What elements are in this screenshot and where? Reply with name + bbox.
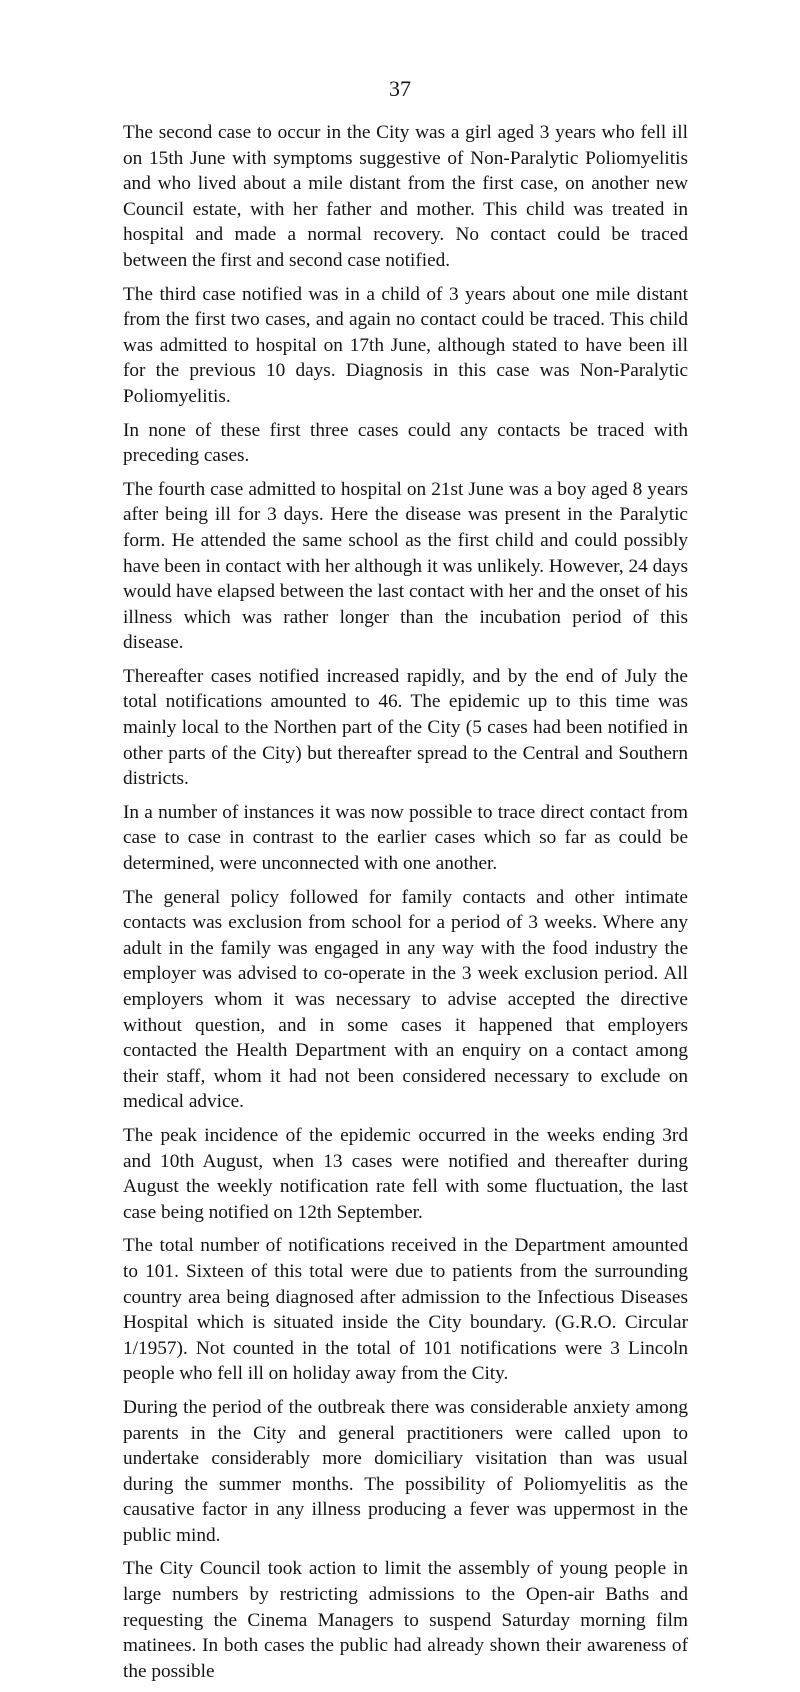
paragraph-rapid-increase: Thereafter cases notified increased rapidly, and by the end of July the total notifications amounted to 46. The epidemic up to this time was mainly local to the Northen part of the City (5 cases had been notified in other parts of the City) but thereafter spread to the Central and Southern districts.: [123, 665, 688, 790]
paragraph-fourth-case: The fourth case admitted to hospital on 21st June was a boy aged 8 years after being ill for 3 days. Here the disease was present in the Paralytic form. He attended the same school as the first child and could possibly have been in contact with her although it was unlikely. However, 24 days would have elapsed between the last contact with her and the onset of his illness which was rather longer than the incubation period of this disease.: [123, 478, 688, 654]
paragraph-second-case: The second case to occur in the City was a girl aged 3 years who fell ill on 15th June with symptoms suggestive of Non-Paralytic Poliomyelitis and who lived about a mile distant from the first case, on another new Council estate, with her father and mother. This child was treated in hospital and made a normal recovery. No contact could be traced between the first and second case notified.: [123, 122, 688, 271]
paragraph-third-case: The third case notified was in a child of 3 years about one mile distant from the first two cases, and again no contact could be traced. This child was admitted to hospital on 17th June, although stated to have been ill for the previous 10 days. Diagnosis in this case was Non-Paralytic Poliomyelitis.: [123, 283, 688, 407]
paragraph-exclusion-policy: The general policy followed for family contacts and other intimate contacts was exclusion from school for a period of 3 weeks. Where any adult in the family was engaged in any way with the food industry the employer was advised to co-operate in the 3 week exclusion period. All employers whom it was necessary to advise accepted the directive without question, and in some cases it happened that employers contacted the Health Department with an enquiry on a contact among their staff, whom it had not been considered necessary to exclude on medical advice.: [123, 886, 688, 1113]
paragraph-public-anxiety: During the period of the outbreak there was considerable anxiety among parents in the City and general practitioners were called upon to undertake considerably more domiciliary visitation than was usual during the summer months. The possibility of Poliomyelitis as the causative factor in any illness producing a fever was uppermost in the public mind.: [123, 1396, 688, 1546]
page-number: 37: [389, 76, 411, 101]
paragraph-direct-contact: In a number of instances it was now possible to trace direct contact from case to case in contrast to the earlier cases which so far as could be determined, were unconnected with one another.: [123, 801, 688, 875]
paragraph-total-notifications: The total number of notifications received in the Department amounted to 101. Sixteen of this total were due to patients from the surrounding country area being diagnosed after admission to the Infectious Diseases Hospital which is situated inside the City boundary. (G.R.O. Circular 1/1957). Not counted in the total of 101 notifications were 3 Lincoln people who fell ill on holiday away from the City.: [123, 1235, 688, 1385]
body-text: [123, 120, 688, 1692]
paragraph-peak-incidence: The peak incidence of the epidemic occurred in the weeks ending 3rd and 10th August, when 13 cases were notified and thereafter during August the weekly notification rate fell with some fluctuation, the last case being notified on 12th September.: [123, 1124, 688, 1223]
paragraph-no-contacts: In none of these first three cases could any contacts be traced with preceding cases.: [123, 419, 688, 467]
paragraph-council-action: The City Council took action to limit the assembly of young people in large numbers by restricting admissions to the Open-air Baths and requesting the Cinema Managers to suspend Saturday morning film matinees. In both cases the public had already shown their awareness of the possible: [123, 1558, 688, 1682]
